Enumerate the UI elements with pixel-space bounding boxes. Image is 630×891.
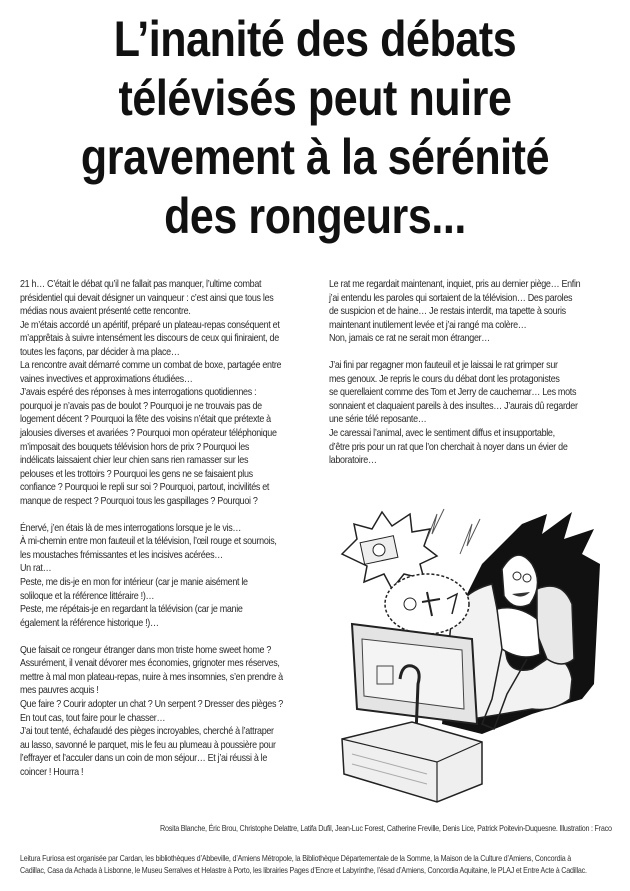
text-line: j’ai entendu les paroles qui sortaient de la télévision… Des paroles <box>329 292 573 304</box>
article-column-left <box>20 278 320 779</box>
text-line: Je caressai l’animal, avec le sentiment diffus et insupportable, <box>329 428 555 440</box>
text-line: l’effrayer et l’acculer dans un coin de mon séjour… Et j’ai réussi à le <box>20 753 268 765</box>
text-line: d’être pris pour un rat que l’on cherchait à noyer dans un évier de <box>329 441 568 453</box>
text-line: médias nous avaient présenté cette rencontre. <box>20 306 191 318</box>
page-title <box>44 10 586 246</box>
text-line: À mi-chemin entre mon fauteuil et la télévision, l’œil rouge et sournois, <box>20 536 277 548</box>
text-line: de suspicion et de haine… Je restais interdit, ma tapette à souris <box>329 306 566 318</box>
text-line: indélicats laissaient chier leur chien sans rien ramasser sur les <box>20 455 249 467</box>
text-line: mes genoux. Je repris le cours du débat dont les protagonistes <box>329 373 560 385</box>
tv-stand <box>342 722 482 802</box>
text-line: La rencontre avait démarré comme un combat de boxe, partagée entre <box>20 360 282 372</box>
text-line: jalousies diverses et avariées ? Pourquoi mon opérateur téléphonique <box>20 428 277 440</box>
text-line: Assurément, il venait dévorer mes économies, grignoter mes réserves, <box>20 658 280 670</box>
text-line: logement décent ? Pourquoi la fête des voisins n’était que prétexte à <box>20 414 271 426</box>
text-line: En tout cas, tout faire pour le chasser… <box>20 712 166 724</box>
text-line: Énervé, j’en étais là de mes interrogations lorsque je le vis… <box>20 522 242 534</box>
text-line: sonnaient et claquaient pareils à des insultes… J’aurais dû regarder <box>329 400 578 412</box>
paragraph-spacer <box>20 630 320 644</box>
paragraph-spacer <box>20 508 320 522</box>
text-line: présidentiel qui devait désigner un vainqueur : c’est ainsi que tous les <box>20 292 274 304</box>
title-line: gravement à la sérénité <box>80 129 550 185</box>
text-line: Que faisait ce rongeur étranger dans mon triste home sweet home ? <box>20 644 272 656</box>
text-line: Le rat me regardait maintenant, inquiet, pris au dernier piège… Enfin <box>329 279 581 290</box>
text-line: vaines invectives et approximations étudiées… <box>20 373 193 385</box>
title-line: des rongeurs... <box>164 188 466 244</box>
title-line: télévisés peut nuire <box>118 70 512 126</box>
text-line: J’ai tout tenté, échafaudé des pièges incroyables, cherché à l’attraper <box>20 726 274 738</box>
credits-text: Rosita Blanche, Éric Brou, Christophe Delattre, Latifa Dufil, Jean-Luc Forest, Catherine Freville, Denis Lice, Patrick Poitevin-Duquesne. Illustration : Fraco <box>160 823 612 833</box>
footer-line: Cadillac, Casa da Achada à Lisbonne, le Museu Serralves et Helastre à Porto, les librairies Pages d’Encre et Labyrinthe, l’ésad d’Amiens, Concordia Aquitaine, le PLAJ et Entre Acte à Cadillac. <box>20 864 587 875</box>
text-line: Un rat… <box>20 563 52 575</box>
paragraph-spacer <box>329 346 619 360</box>
text-line: Non, jamais ce rat ne serait mon étranger… <box>329 333 490 345</box>
text-line: Peste, me répétais-je en regardant la télévision (car je manie <box>20 604 243 616</box>
text-line: Je m’étais accordé un apéritif, préparé un plateau-repas conséquent et <box>20 319 280 331</box>
speech-bubble-symbols <box>385 574 469 634</box>
text-line: se querellaient comme des Tom et Jerry de cauchemar… Les mots <box>329 387 577 399</box>
credits-line <box>0 823 612 834</box>
article-column-right <box>329 278 619 468</box>
text-line: les moustaches frémissantes et les incisives acérées… <box>20 549 223 561</box>
text-line: m’apprêtais à suivre intensément les discours de ceux qui finiraient, de <box>20 333 279 345</box>
cartoon-illustration <box>332 484 622 809</box>
text-line: mes pauvres acquis ! <box>20 685 99 697</box>
text-line: manque de respect ? Pourquoi tous les gaspillages ? Pourquoi ? <box>20 495 258 507</box>
text-line: laboratoire… <box>329 455 377 467</box>
text-line: au lasso, savonné le parquet, mis le feu au plumeau à poussière pour <box>20 739 276 751</box>
text-line: soliloque et la référence littéraire !)… <box>20 590 155 602</box>
text-line: coincer ! Hourra ! <box>20 766 84 778</box>
text-line: maintenant inutilement levée et j’ai rangé ma colère… <box>329 319 527 331</box>
text-line: pelouses et les trottoirs ? Pourquoi les gens ne se faisaient plus <box>20 468 253 480</box>
footer-line: Leitura Furiosa est organisée par Cardan, les bibliothèques d’Abbeville, d’Amiens Métropole, la Bibliothèque Départementale de la Somme, la Maison de la Culture d’Amiens, Concordia à <box>20 853 572 863</box>
text-line: également la référence historique !)… <box>20 617 159 629</box>
footer-organizers <box>20 853 630 876</box>
text-line: Peste, me dis-je en mon for intérieur (car je manie aisément le <box>20 577 248 589</box>
text-line: J’ai fini par regagner mon fauteuil et je laissai le rat grimper sur <box>329 360 558 372</box>
text-line: une série télé reposante… <box>329 414 427 426</box>
text-line: mettre à mal mon plateau-repas, nuire à mes insomnies, s’en prendre à <box>20 671 283 683</box>
text-line: 21 h… C’était le débat qu’il ne fallait pas manquer, l’ultime combat <box>20 279 262 290</box>
text-line: confiance ? Pourquoi le repli sur soi ? Pourquoi, partout, incivilités et <box>20 482 270 494</box>
text-line: m’imposait des bouquets télévision hors de prix ? Pourquoi les <box>20 441 250 453</box>
text-line: Que faire ? Courir adopter un chat ? Un serpent ? Dresser des pièges ? <box>20 698 283 710</box>
text-line: J’avais espéré des réponses à mes interrogations quotidiennes : <box>20 387 257 399</box>
text-line: pourquoi je n’avais pas de boulot ? Pourquoi je ne trouvais pas de <box>20 400 262 412</box>
title-line: L’inanité des débats <box>113 11 517 67</box>
text-line: toutes les façons, par décider à ma place… <box>20 346 180 358</box>
